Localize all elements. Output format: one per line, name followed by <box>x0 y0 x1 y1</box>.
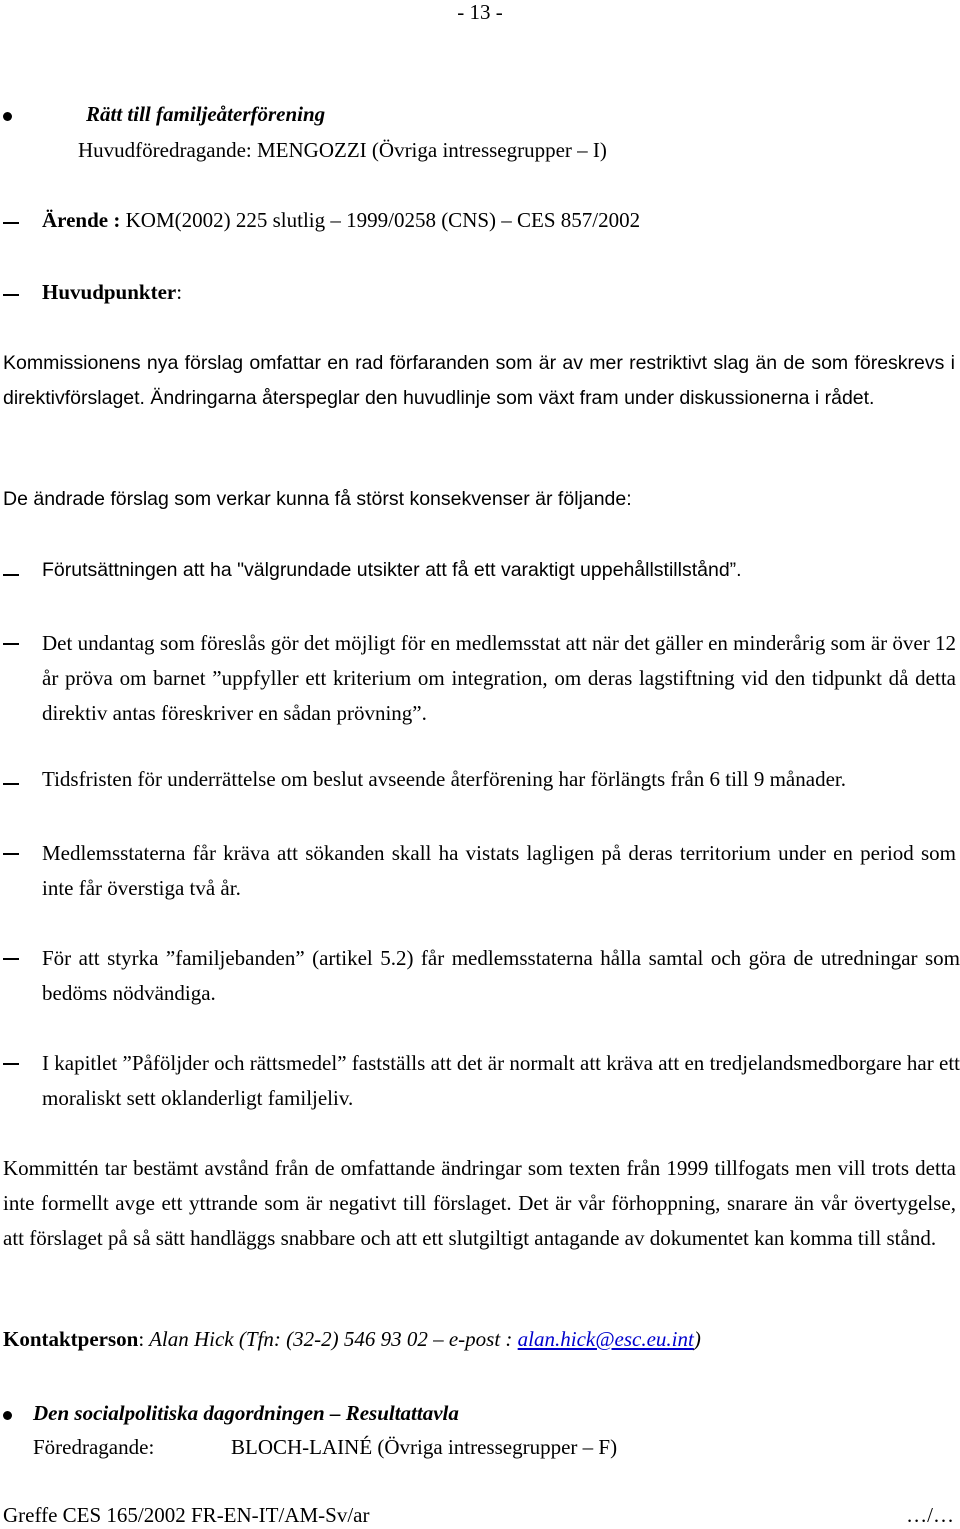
contact-label: Kontaktperson <box>3 1327 139 1351</box>
case-reference <box>42 208 640 233</box>
list-item: Medlemsstaterna får kräva att sökanden skall ha vistats lagligen på deras territorium under en period som inte får överstiga två år. <box>42 841 956 900</box>
list-item: Förutsättningen att ha "välgrundade utsikter att få ett varaktigt uppehållstillstånd”. <box>42 559 742 581</box>
bullet-icon <box>3 112 12 121</box>
paragraph-changes-intro: De ändrade förslag som verkar kunna få störst konsekvenser är följande: <box>3 488 632 510</box>
section-title: Den socialpolitiska dagordningen – Resultattavla <box>33 1401 459 1425</box>
list-item: I kapitlet ”Påföljder och rättsmedel” fastställs att det är normalt att kräva att en tredjelandsmedborgare har ett moraliskt sett oklanderligt familjeliv. <box>42 1051 960 1110</box>
dash-icon <box>3 783 19 785</box>
case-value: KOM(2002) 225 slutlig – 1999/0258 (CNS) – CES 857/2002 <box>125 208 641 232</box>
dash-icon <box>3 222 19 224</box>
bullet-icon <box>3 1411 12 1420</box>
dash-icon <box>3 574 19 576</box>
dash-icon <box>3 643 19 645</box>
paragraph-committee-position: Kommittén tar bestämt avstånd från de omfattande ändringar som texten från 1999 tillfogats men vill trots detta inte formellt avge ett yttrande som är negativt till förslaget. Det är vår förhoppning, snarare än vår övertygelse, att förslaget på så sätt handläggs snabbare och att ett slutgiltigt antagande av dokumentet kan komma till stånd. <box>3 1156 956 1250</box>
contact-colon: : <box>138 1327 145 1351</box>
rapporteur-line: Huvudföredragande: MENGOZZI (Övriga intressegrupper – I) <box>78 138 607 162</box>
footer-reference: Greffe CES 165/2002 FR-EN-IT/AM-Sv/ar <box>3 1503 370 1527</box>
contact-email-link[interactable]: alan.hick@esc.eu.int <box>517 1327 694 1351</box>
paragraph-commission-proposal: Kommissionens nya förslag omfattar en rad förfaranden som är av mer restriktivt slag än de som föreskrevs i direktivförslaget. Ändringarna återspeglar den huvudlinje som växt fram under diskussionerna i rådet. <box>3 352 955 409</box>
dash-icon <box>3 853 19 855</box>
case-label: Ärende : <box>42 208 121 232</box>
page-number: - 13 - <box>457 0 503 24</box>
rapporteur-value: BLOCH-LAINÉ (Övriga intressegrupper – F) <box>231 1435 618 1459</box>
main-points-label: Huvudpunkter <box>42 280 177 304</box>
footer-continuation: …/… <box>906 1503 954 1527</box>
main-points-heading <box>42 280 182 305</box>
contact-close: ) <box>693 1327 701 1351</box>
dash-icon <box>3 294 19 296</box>
section-title: Rätt till familjeåterförening <box>86 102 326 126</box>
list-item: Tidsfristen för underrättelse om beslut avseende återförening har förlängts från 6 till 9 månader. <box>42 767 846 791</box>
dash-icon <box>3 958 19 960</box>
contact-details: Alan Hick (Tfn: (32-2) 546 93 02 – e-post : <box>144 1327 518 1351</box>
contact-line <box>3 1327 701 1352</box>
rapporteur-label: Föredragande: <box>33 1435 155 1459</box>
list-item: Det undantag som föreslås gör det möjligt för en medlemsstat att när det gäller en minderårig som är över 12 år pröva om barnet ”uppfyller ett kriterium om integration, om deras lagstiftning vid den tidpunkt då detta direktiv antas föreskriver en sådan prövning”. <box>42 631 956 725</box>
dash-icon <box>3 1063 19 1065</box>
main-points-colon: : <box>176 280 183 304</box>
list-item: För att styrka ”familjebanden” (artikel 5.2) får medlemsstaterna hålla samtal och göra de utredningar som bedöms nödvändiga. <box>42 946 960 1005</box>
